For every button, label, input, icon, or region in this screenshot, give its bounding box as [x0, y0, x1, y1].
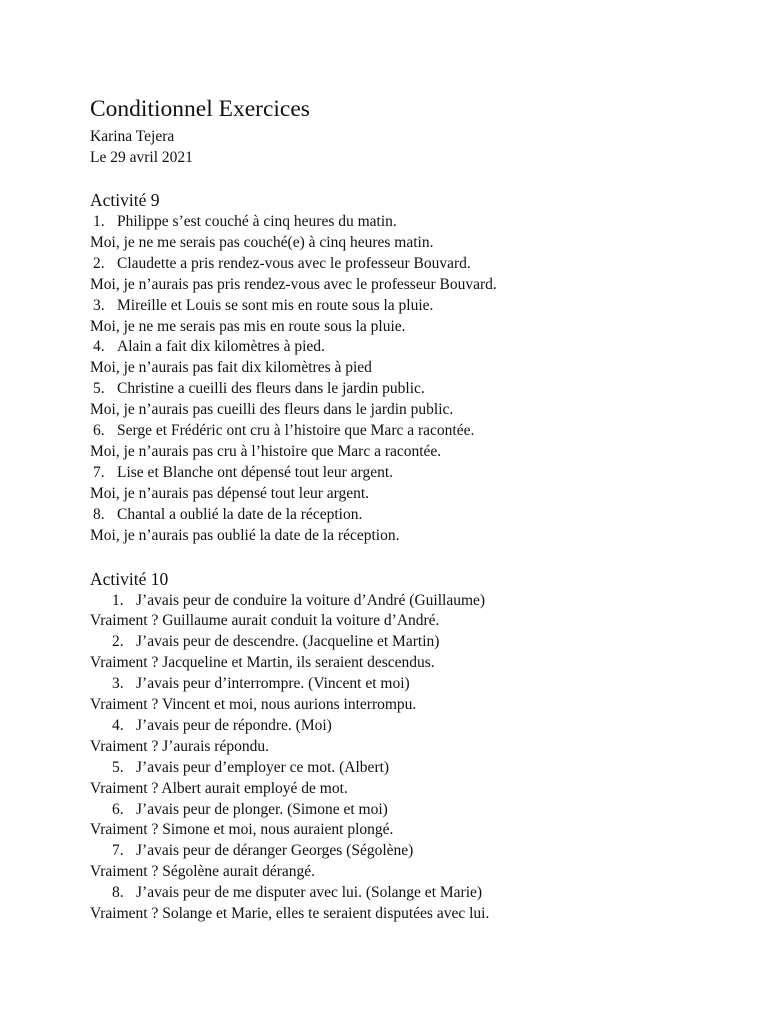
exercise-answer: Vraiment ? J’aurais répondu.	[90, 737, 269, 755]
prompt-text: Serge et Frédéric ont cru à l’histoire que Marc a racontée.	[117, 422, 475, 440]
item-number: 7.	[93, 463, 105, 481]
exercise-prompt	[90, 591, 730, 612]
exercise-prompt	[90, 800, 730, 821]
prompt-text: J’avais peur d’employer ce mot. (Albert)	[136, 758, 390, 776]
exercise-answer: Moi, je n’aurais pas oublié la date de la réception.	[90, 526, 400, 544]
item-number: 8.	[93, 505, 105, 523]
prompt-text: J’avais peur de déranger Georges (Ségolène)	[136, 842, 414, 860]
exercise-prompt	[90, 841, 730, 862]
exercise-answer: Vraiment ? Ségolène aurait dérangé.	[90, 863, 316, 881]
exercise-answer: Moi, je n’aurais pas pris rendez-vous avec le professeur Bouvard.	[90, 275, 497, 293]
exercise-answer: Moi, je ne me serais pas mis en route sous la pluie.	[90, 317, 406, 335]
activite-10-list	[90, 591, 730, 926]
exercise-prompt	[90, 505, 730, 526]
exercise-prompt	[90, 296, 730, 317]
exercise-prompt	[90, 716, 730, 737]
item-number: 3.	[112, 675, 124, 693]
prompt-text: J’avais peur de plonger. (Simone et moi)	[136, 800, 388, 818]
author-name: Karina Tejera	[90, 128, 175, 145]
exercise-answer: Moi, je n’aurais pas cru à l’histoire que Marc a racontée.	[90, 442, 442, 460]
item-number: 4.	[93, 338, 105, 356]
item-number: 3.	[93, 296, 105, 314]
prompt-text: Chantal a oublié la date de la réception.	[117, 505, 363, 523]
item-number: 1.	[93, 213, 105, 230]
exercise-answer: Vraiment ? Albert aurait employé de mot.	[90, 779, 348, 797]
exercise-answer: Vraiment ? Solange et Marie, elles te seraient disputées avec lui.	[90, 905, 490, 923]
item-number: 2.	[93, 254, 105, 272]
activite-9-section	[90, 188, 730, 547]
activite-10-heading: Activité 10	[90, 568, 169, 589]
exercise-prompt	[90, 463, 730, 484]
exercise-prompt	[90, 758, 730, 779]
prompt-text: Alain a fait dix kilomètres à pied.	[117, 338, 325, 356]
exercise-prompt	[90, 883, 730, 904]
activite-9-list	[90, 212, 730, 547]
prompt-text: J’avais peur de me disputer avec lui. (Solange et Marie)	[136, 884, 483, 902]
exercise-answer: Moi, je n’aurais pas dépensé tout leur argent.	[90, 484, 370, 502]
exercise-answer: Moi, je ne me serais pas couché(e) à cinq heures matin.	[90, 233, 434, 251]
item-number: 4.	[112, 716, 124, 734]
exercise-prompt	[90, 337, 730, 358]
prompt-text: J’avais peur de répondre. (Moi)	[136, 716, 332, 734]
item-number: 7.	[112, 842, 124, 860]
exercise-prompt	[90, 254, 730, 275]
item-number: 6.	[93, 422, 105, 440]
item-number: 8.	[112, 884, 124, 902]
item-number: 6.	[112, 800, 124, 818]
document-page	[90, 92, 730, 925]
prompt-text: J’avais peur d’interrompre. (Vincent et moi)	[136, 675, 410, 693]
prompt-text: Mireille et Louis se sont mis en route sous la pluie.	[117, 296, 434, 314]
document-title: Conditionnel Exercices	[90, 96, 310, 122]
exercise-prompt	[90, 632, 730, 653]
item-number: 2.	[112, 633, 124, 651]
prompt-text: J’avais peur de descendre. (Jacqueline et Martin)	[136, 633, 440, 651]
prompt-text: Lise et Blanche ont dépensé tout leur argent.	[117, 463, 394, 481]
prompt-text: J’avais peur de conduire la voiture d’André (Guillaume)	[136, 591, 486, 609]
document-date: Le 29 avril 2021	[90, 149, 193, 166]
activite-9-heading: Activité 9	[90, 190, 160, 210]
item-number: 5.	[112, 758, 124, 776]
item-number: 5.	[93, 380, 105, 398]
exercise-answer: Vraiment ? Simone et moi, nous auraient plongé.	[90, 821, 394, 839]
activite-10-section	[90, 567, 730, 926]
prompt-text: Philippe s’est couché à cinq heures du matin.	[117, 213, 397, 230]
prompt-text: Claudette a pris rendez-vous avec le professeur Bouvard.	[117, 254, 471, 272]
exercise-answer: Vraiment ? Vincent et moi, nous aurions interrompu.	[90, 696, 417, 714]
exercise-answer: Moi, je n’aurais pas fait dix kilomètres à pied	[90, 359, 372, 377]
exercise-answer: Vraiment ? Jacqueline et Martin, ils seraient descendus.	[90, 654, 435, 672]
exercise-answer: Vraiment ? Guillaume aurait conduit la voiture d’André.	[90, 612, 440, 630]
exercise-prompt	[90, 212, 730, 233]
item-number: 1.	[112, 591, 124, 609]
exercise-prompt	[90, 379, 730, 400]
exercise-prompt	[90, 421, 730, 442]
exercise-answer: Moi, je n’aurais pas cueilli des fleurs dans le jardin public.	[90, 401, 454, 419]
exercise-prompt	[90, 674, 730, 695]
prompt-text: Christine a cueilli des fleurs dans le jardin public.	[117, 380, 425, 398]
